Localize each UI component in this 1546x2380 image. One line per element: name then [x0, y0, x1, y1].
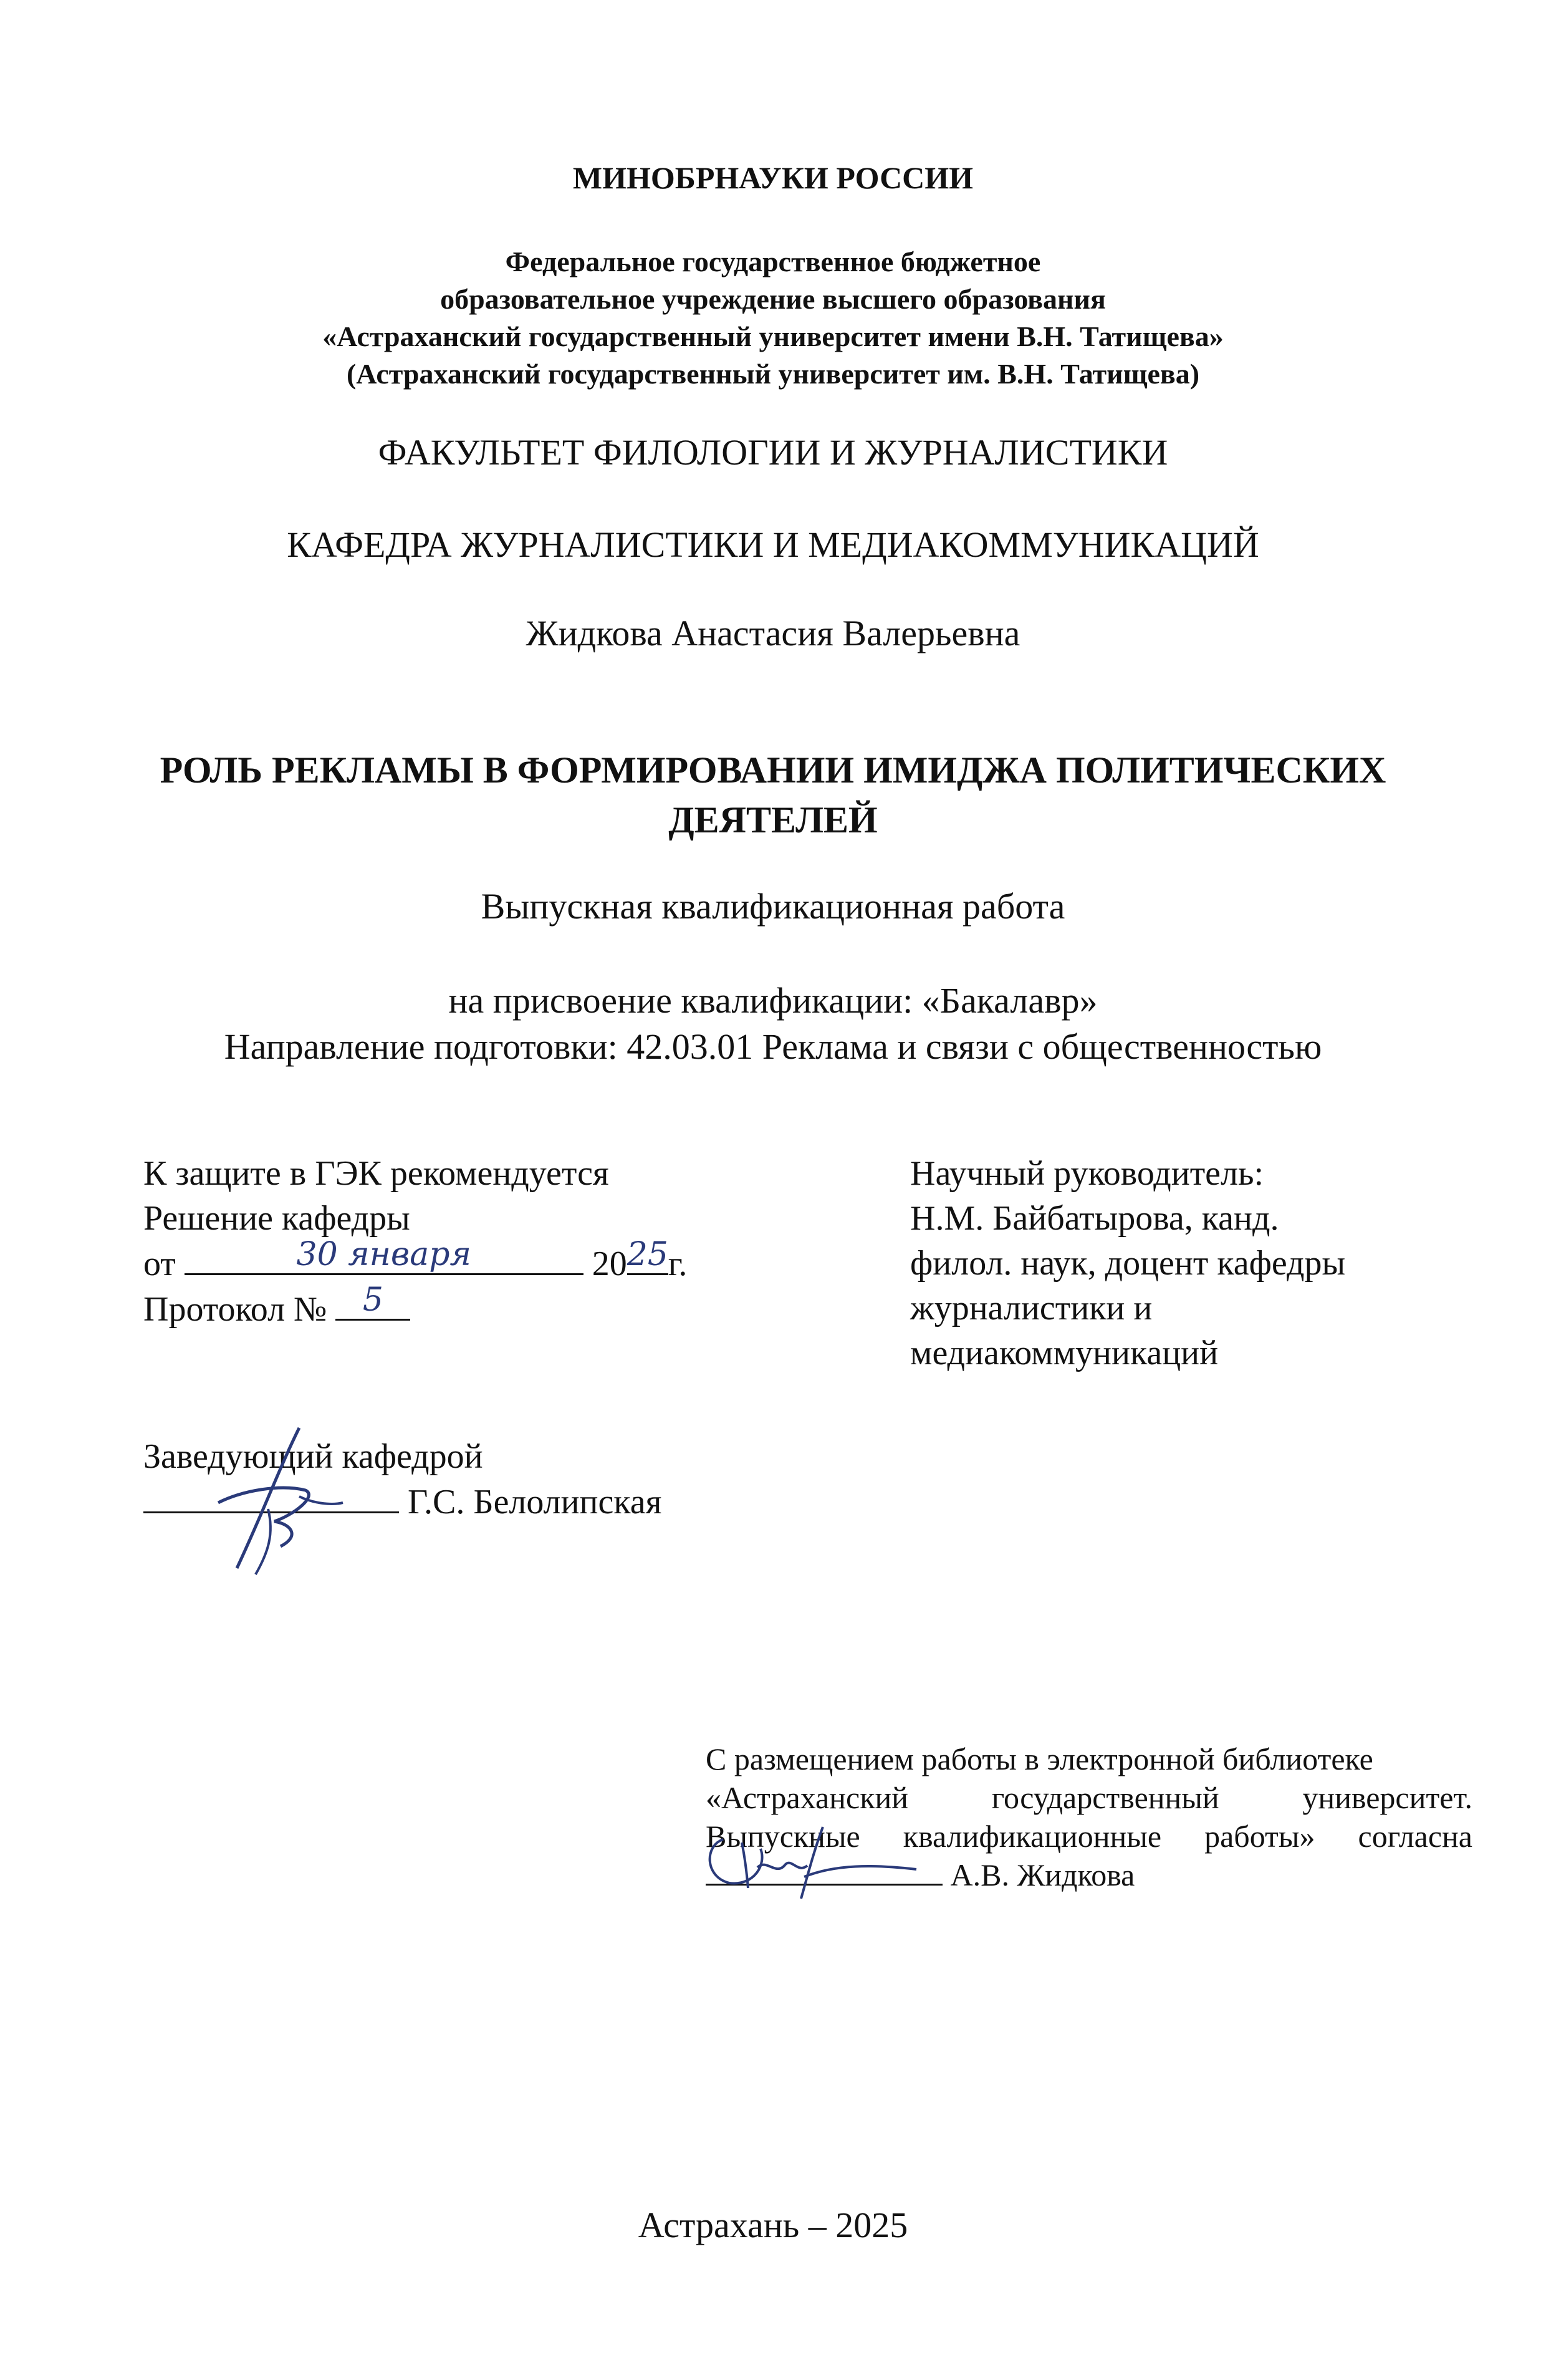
supervisor-line: Н.М. Байбатырова, канд.: [910, 1199, 1279, 1238]
head-signature-icon: [206, 1415, 349, 1578]
qualification-block: [0, 978, 1546, 1070]
work-type: Выпускная квалификационная работа: [481, 886, 1065, 927]
year-blank: [627, 1236, 668, 1275]
protocol-label: Протокол №: [143, 1290, 327, 1329]
year-suffix: г.: [668, 1245, 688, 1283]
institution-line: Федеральное государственное бюджетное: [505, 246, 1041, 277]
year-prefix: 20: [592, 1245, 627, 1283]
institution-line: образовательное учреждение высшего образования: [440, 283, 1106, 315]
date-blank: [185, 1236, 583, 1275]
author-name: Жидкова Анастасия Валерьевна: [526, 613, 1020, 653]
protocol-blank: [335, 1281, 410, 1321]
handwritten-date: 30 января: [296, 1236, 471, 1273]
library-line: Выпускные квалификационные работы» согласна: [706, 1819, 1472, 1854]
defense-decision: Решение кафедры: [143, 1199, 410, 1238]
supervisor-line: медиакоммуникаций: [910, 1334, 1219, 1372]
handwritten-year: 25: [627, 1236, 668, 1273]
head-label: Заведующий кафедрой: [143, 1437, 483, 1476]
protocol-line: [143, 1281, 687, 1332]
supervisor-line: филол. наук, доцент кафедры: [910, 1244, 1346, 1283]
supervisor-line: Научный руководитель:: [910, 1154, 1264, 1193]
handwritten-protocol-number: 5: [362, 1281, 383, 1319]
defense-block: [143, 1151, 687, 1332]
defense-date-line: [143, 1236, 688, 1286]
qualification: на присвоение квалификации: «Бакалавр»: [448, 980, 1098, 1021]
thesis-title: [0, 745, 1546, 845]
library-line: «Астраханский государственный университет.: [706, 1780, 1472, 1815]
defense-recommended: К защите в ГЭК рекомендуется: [143, 1154, 609, 1193]
library-name: А.В. Жидкова: [950, 1857, 1135, 1892]
institution-block: [0, 243, 1546, 393]
head-name: Г.С. Белолипская: [408, 1483, 662, 1521]
institution-line: (Астраханский государственный университет им. В.Н. Татищева): [346, 358, 1200, 390]
title-line: РОЛЬ РЕКЛАМЫ В ФОРМИРОВАНИИ ИМИДЖА ПОЛИТИЧЕСКИХ: [160, 749, 1386, 791]
city-year: Астрахань – 2025: [638, 2205, 908, 2245]
from-label: от: [143, 1245, 176, 1283]
faculty-name: ФАКУЛЬТЕТ ФИЛОЛОГИИ И ЖУРНАЛИСТИКИ: [378, 432, 1168, 473]
ministry-name: МИНОБРНАУКИ РОССИИ: [572, 160, 974, 195]
author-signature-icon: [698, 1821, 923, 1902]
institution-line: «Астраханский государственный университет имени В.Н. Татищева»: [322, 320, 1224, 352]
library-line: С размещением работы в электронной библиотеке: [706, 1742, 1373, 1776]
title-line: ДЕЯТЕЛЕЙ: [668, 799, 878, 841]
direction: Направление подготовки: 42.03.01 Реклама и связи с общественностью: [224, 1026, 1322, 1067]
department-name: КАФЕДРА ЖУРНАЛИСТИКИ И МЕДИАКОММУНИКАЦИЙ: [287, 524, 1259, 565]
supervisor-line: журналистики и: [910, 1289, 1153, 1327]
supervisor-block: [910, 1151, 1345, 1375]
